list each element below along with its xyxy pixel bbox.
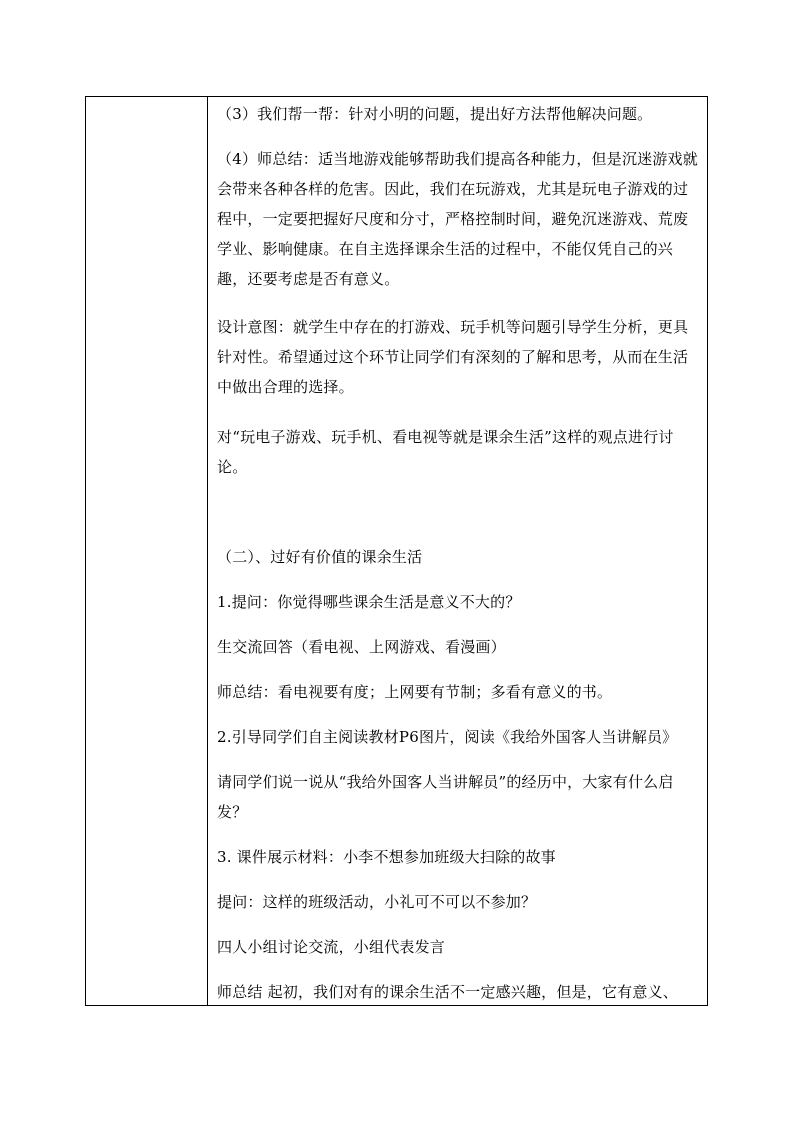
paragraph-design-intent: 设计意图：就学生中存在的打游戏、玩手机等问题引导学生分析，更具针对性。希望通过这个环节让同学们有深刻的了解和思考，从而在生活中做出合理的选择。 [217,318,689,396]
paragraph-help-xiaoming: （3）我们帮一帮：针对小明的问题，提出好方法帮他解决问题。 [217,105,653,123]
paragraph-courseware-material: 3. 课件展示材料：小李不想参加班级大扫除的故事 [217,848,556,866]
paragraph-reading-guide: 2.引导同学们自主阅读教材P6图片，阅读《我给外国客人当讲解员》 [217,728,678,746]
section-heading-valuable-life: （二）、过好有价值的课余生活 [217,548,423,566]
paragraph-question-1: 1.提问：你觉得哪些课余生活是意义不大的？ [217,593,521,611]
paragraph-question-class-activity: 提问：这样的班级活动，小礼可不可以不参加？ [217,893,537,911]
blank-line [217,487,701,517]
table-right-column [208,97,707,1005]
paragraph-teacher-summary-games: （4）师总结：适当地游戏能够帮助我们提高各种能力，但是沉迷游戏就会带来各种各样的危害。因此，我们在玩游戏，尤其是玩电子游戏的过程中，一定要把握好尺度和分寸，严格控制时间，避免沉迷游戏、荒废学业、影响健康。在自主选择课余生活的过程中，不能仅凭自己的兴趣，还要考虑是否有意义。 [217,150,698,288]
paragraph-student-answers: 生交流回答（看电视、上网游戏、看漫画） [217,638,506,656]
paragraph-teacher-summary-final: 师总结 起初，我们对有的课余生活不一定感兴趣，但是，它有意义、 [217,983,678,1001]
paragraph-discussion-topic: 对“玩电子游戏、玩手机、看电视等就是课余生活”这样的观点进行讨论。 [217,428,674,476]
table-left-column [86,97,208,1005]
paragraph-teacher-summary-tv: 师总结：看电视要有度；上网要有节制；多看有意义的书。 [217,683,613,701]
paragraph-share-inspiration: 请同学们说一说从“我给外国客人当讲解员”的经历中，大家有什么启发？ [217,773,674,821]
paragraph-group-discussion: 四人小组讨论交流，小组代表发言 [217,938,446,956]
lesson-table [85,96,708,1006]
